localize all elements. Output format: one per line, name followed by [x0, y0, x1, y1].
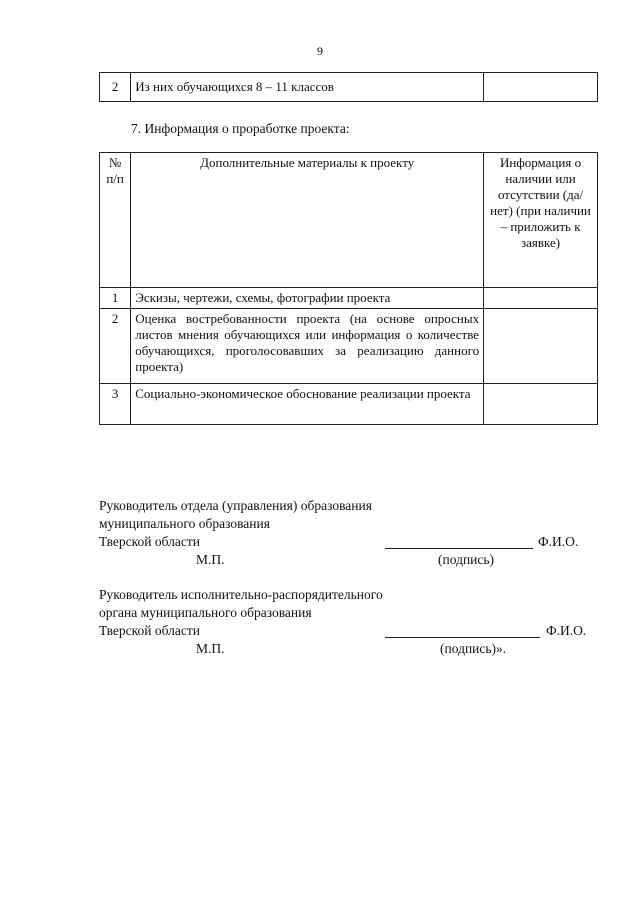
fio-label: Ф.И.О. — [538, 534, 579, 549]
signature-title-line: Руководитель исполнительно-распорядительного — [99, 587, 383, 602]
row-number: 1 — [100, 288, 131, 309]
section-title: 7. Информация о проработке проекта: — [131, 121, 350, 136]
signature-title-line: Тверской области — [99, 534, 200, 549]
signature-line — [385, 548, 533, 549]
row-number: 3 — [100, 384, 131, 425]
row-text: Эскизы, чертежи, схемы, фотографии проекта — [131, 288, 484, 309]
header-materials: Дополнительные материалы к проекту — [131, 153, 484, 288]
row-text: Из них обучающихся 8 – 11 классов — [131, 73, 484, 102]
header-num: № п/п — [100, 153, 131, 288]
page-number: 9 — [317, 44, 323, 58]
table-row — [100, 309, 598, 384]
row-info — [484, 309, 598, 384]
table-row — [100, 73, 598, 102]
signature-caption: (подпись)». — [440, 641, 507, 656]
stamp-label: М.П. — [196, 641, 225, 656]
signature-title-line: Тверской области — [99, 623, 200, 638]
table-header-row — [100, 153, 598, 288]
row-text: Оценка востребованности проекта (на основе опросных листов мнения обучающихся или информация о количестве обучающихся, проголосовавших за реализацию данного проекта) — [131, 309, 484, 384]
row-info — [484, 288, 598, 309]
signature-caption: (подпись) — [438, 552, 495, 567]
row-info — [484, 73, 598, 102]
header-info: Информация о наличии или отсутствии (да/нет) (при наличии – приложить к заявке) — [484, 153, 598, 288]
signature-title-line: муниципального образования — [99, 516, 270, 531]
table-row — [100, 384, 598, 425]
row-number: 2 — [100, 73, 131, 102]
row-text: Социально-экономическое обоснование реализации проекта — [131, 384, 484, 425]
signature-title-line: Руководитель отдела (управления) образования — [99, 498, 372, 513]
stamp-label: М.П. — [196, 552, 225, 567]
table-row — [100, 288, 598, 309]
signature-title-line: органа муниципального образования — [99, 605, 312, 620]
students-table — [99, 72, 598, 102]
row-info — [484, 384, 598, 425]
fio-label: Ф.И.О. — [546, 623, 587, 638]
project-materials-table — [99, 152, 598, 425]
signature-line — [385, 637, 540, 638]
row-number: 2 — [100, 309, 131, 384]
